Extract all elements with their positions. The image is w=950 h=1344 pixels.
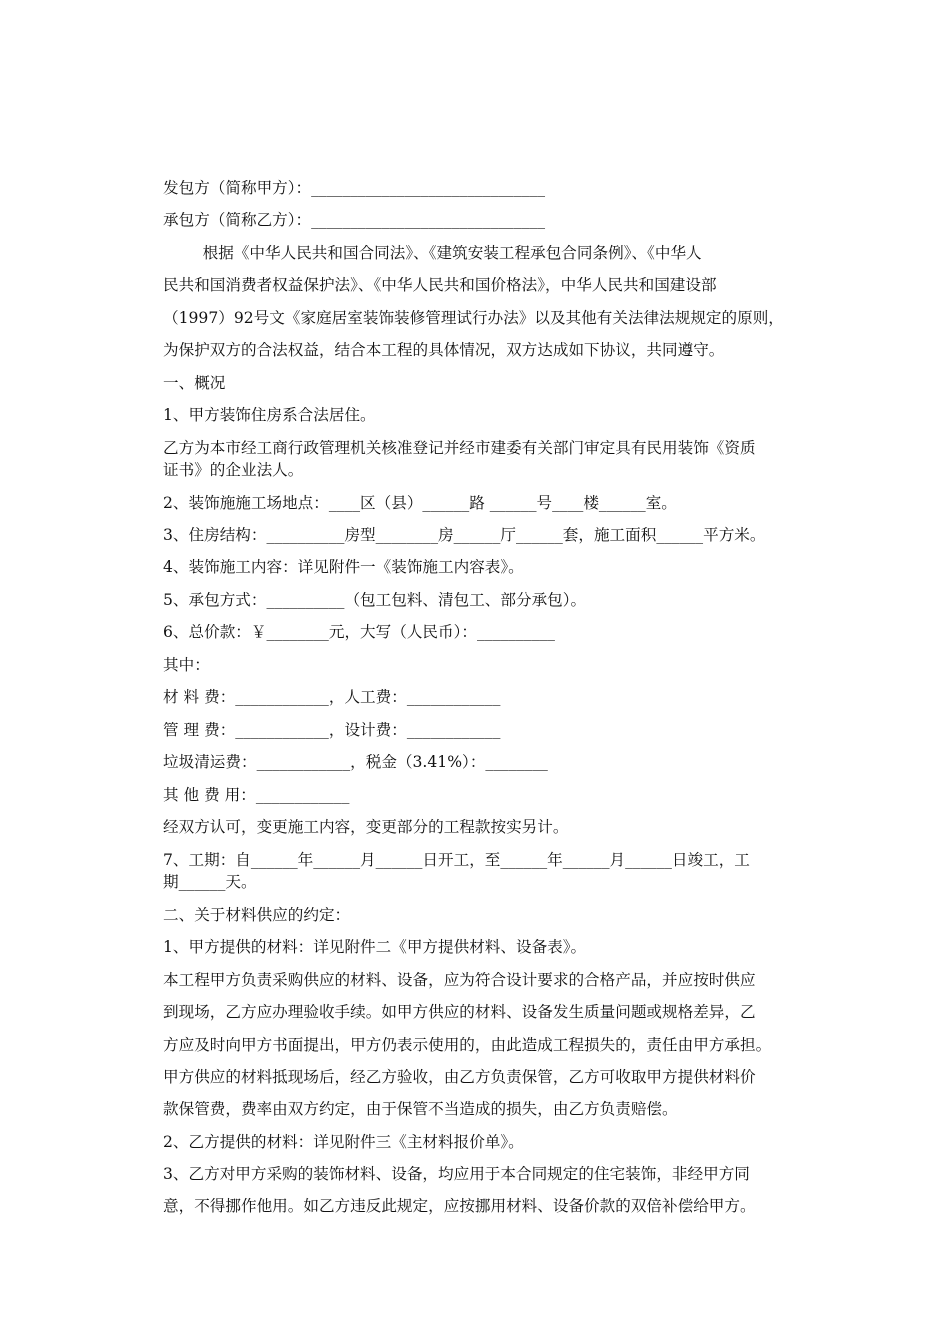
preamble-line: （1997）92号文《家庭居室装饰装修管理试行办法》以及其他有关法律法规规定的原则，: [163, 309, 784, 327]
section-heading: 一、概况: [163, 374, 226, 392]
preamble-line: 为保护双方的合法权益，结合本工程的具体情况，双方达成如下协议，共同遵守。: [163, 341, 725, 359]
clause-line: 1、甲方提供的材料：详见附件二《甲方提供材料、设备表》。: [163, 938, 587, 956]
breakdown-heading: 其中：: [163, 656, 210, 674]
clause-line: 3、乙方对甲方采购的装饰材料、设备，均应用于本合同规定的住宅装饰，非经甲方同: [163, 1165, 750, 1183]
clause-line: 方应及时向甲方书面提出，甲方仍表示使用的，由此造成工程损失的，责任由甲方承担。: [163, 1036, 772, 1054]
schedule-line: 7、工期：自______年______月______日开工，至______年______月______日竣工，工: [163, 851, 750, 869]
clause-line: 意，不得挪作他用。如乙方违反此规定，应按挪用材料、设备价款的双倍补偿给甲方。: [163, 1197, 756, 1215]
fee-line: 其 他 费 用：____________: [163, 786, 350, 804]
housing-structure-line: 3、住房结构：__________房型________房______厅______套，施工面积______平方米。: [163, 526, 766, 544]
work-content-line: 4、装饰施工内容：详见附件一《装饰施工内容表》。: [163, 558, 524, 576]
section-heading: 二、关于材料供应的约定：: [163, 906, 351, 924]
preamble-line: 根据《中华人民共和国合同法》、《建筑安装工程承包合同条例》、《中华人: [163, 244, 702, 262]
contractor-line: 承包方（简称乙方）：______________________________: [163, 211, 546, 229]
site-address-line: 2、装饰施施工场地点：____区（县）______路 ______号____楼______室。: [163, 494, 677, 512]
clause-line: 证书》的企业法人。: [163, 461, 304, 479]
total-price-line: 6、总价款：￥________元，大写（人民币）：__________: [163, 623, 555, 641]
clause-line: 本工程甲方负责采购供应的材料、设备，应为符合设计要求的合格产品，并应按时供应: [163, 971, 756, 989]
clause-line: 款保管费，费率由双方约定，由于保管不当造成的损失，由乙方负责赔偿。: [163, 1100, 678, 1118]
clause-line: 甲方供应的材料抵现场后，经乙方验收，由乙方负责保管，乙方可收取甲方提供材料价: [163, 1068, 756, 1086]
clause-line: 经双方认可，变更施工内容，变更部分的工程款按实另计。: [163, 818, 569, 836]
fee-line: 垃圾清运费：____________，税金（3.41%）：________: [163, 753, 548, 771]
schedule-line: 期______天。: [163, 873, 257, 891]
fee-line: 材 料 费：____________，人工费：____________: [163, 688, 501, 706]
clause-line: 2、乙方提供的材料：详见附件三《主材料报价单》。: [163, 1133, 524, 1151]
preamble-line: 民共和国消费者权益保护法》、《中华人民共和国价格法》，中华人民共和国建设部: [163, 276, 717, 294]
clause-line: 1、甲方装饰住房系合法居住。: [163, 406, 376, 424]
contract-method-line: 5、承包方式：__________（包工包料、清包工、部分承包）。: [163, 591, 587, 609]
clause-line: 到现场，乙方应办理验收手续。如甲方供应的材料、设备发生质量问题或规格差异，乙: [163, 1003, 756, 1021]
clause-line: 乙方为本市经工商行政管理机关核准登记并经市建委有关部门审定具有民用装饰《资质: [163, 439, 756, 457]
fee-line: 管 理 费：____________，设计费：____________: [163, 721, 501, 739]
employer-line: 发包方（简称甲方）：______________________________: [163, 179, 546, 197]
